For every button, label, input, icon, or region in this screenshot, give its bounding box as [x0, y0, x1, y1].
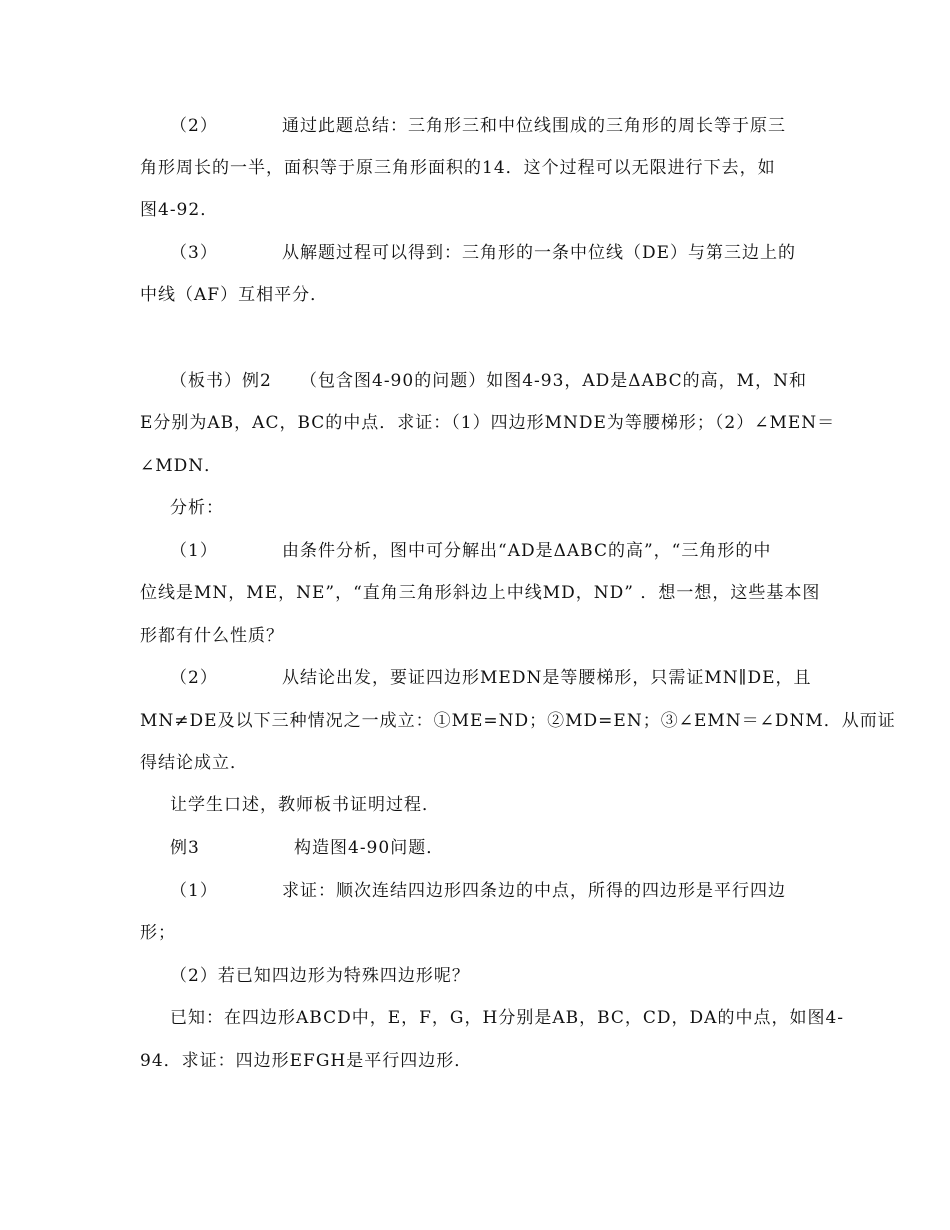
- text-segment: 让学生口述，教师板书证明过程．: [170, 795, 440, 815]
- text-segment: 图4-92．: [140, 200, 219, 220]
- text-segment: （包含图4-90的问题）如图4-93，AD是ΔABC的高，M，N和: [300, 371, 807, 391]
- text-segment: 中线（AF）互相平分．: [140, 285, 329, 305]
- text-segment: 位线是MN，ME，NE”，“直角三角形斜边上中线MD，ND” ．想一想，这些基本图: [140, 583, 821, 603]
- text-segment: 形；: [140, 923, 176, 943]
- item-number: （1）: [170, 881, 218, 901]
- text-segment: 求证：顺次连结四边形四条边的中点，所得的四边形是平行四边: [282, 881, 786, 901]
- text-segment: （2）若已知四边形为特殊四边形呢？: [170, 966, 470, 986]
- item-number: （3）: [170, 243, 218, 263]
- text-segment: 94．求证：四边形EFGH是平行四边形．: [140, 1051, 473, 1071]
- text-segment: 通过此题总结：三角形三和中位线围成的三角形的周长等于原三: [282, 116, 786, 136]
- section-label: 分析：: [170, 498, 224, 518]
- text-segment: 得结论成立．: [140, 753, 248, 773]
- text-segment: 角形周长的一半，面积等于原三角形面积的14．这个过程可以无限进行下去，如: [140, 158, 776, 178]
- text-segment: MN≠DE及以下三种情况之一成立：①ME=ND；②MD=EN；③∠EMN＝∠DNM．从而证: [140, 711, 896, 731]
- text-segment: 构造图4-90问题．: [294, 838, 445, 858]
- item-number: （2）: [170, 116, 218, 136]
- text-segment: 从结论出发，要证四边形MEDN是等腰梯形，只需证MN∥DE，且: [282, 668, 812, 688]
- text-segment: 已知：在四边形ABCD中，E，F，G，H分别是AB，BC，CD，DA的中点，如图4-: [170, 1008, 845, 1028]
- item-number: （2）: [170, 668, 218, 688]
- text-segment: 由条件分析，图中可分解出“AD是ΔABC的高”，“三角形的中: [282, 541, 772, 561]
- item-number: （1）: [170, 541, 218, 561]
- text-segment: E分别为AB，AC，BC的中点．求证：（1）四边形MNDE为等腰梯形；（2）∠MEN＝: [140, 413, 836, 433]
- example-label: 例3: [170, 838, 200, 858]
- text-segment: 从解题过程可以得到：三角形的一条中位线（DE）与第三边上的: [282, 243, 797, 263]
- text-segment: 形都有什么性质？: [140, 626, 284, 646]
- example-label: （板书）例2: [170, 371, 272, 391]
- text-segment: ∠MDN．: [140, 456, 223, 476]
